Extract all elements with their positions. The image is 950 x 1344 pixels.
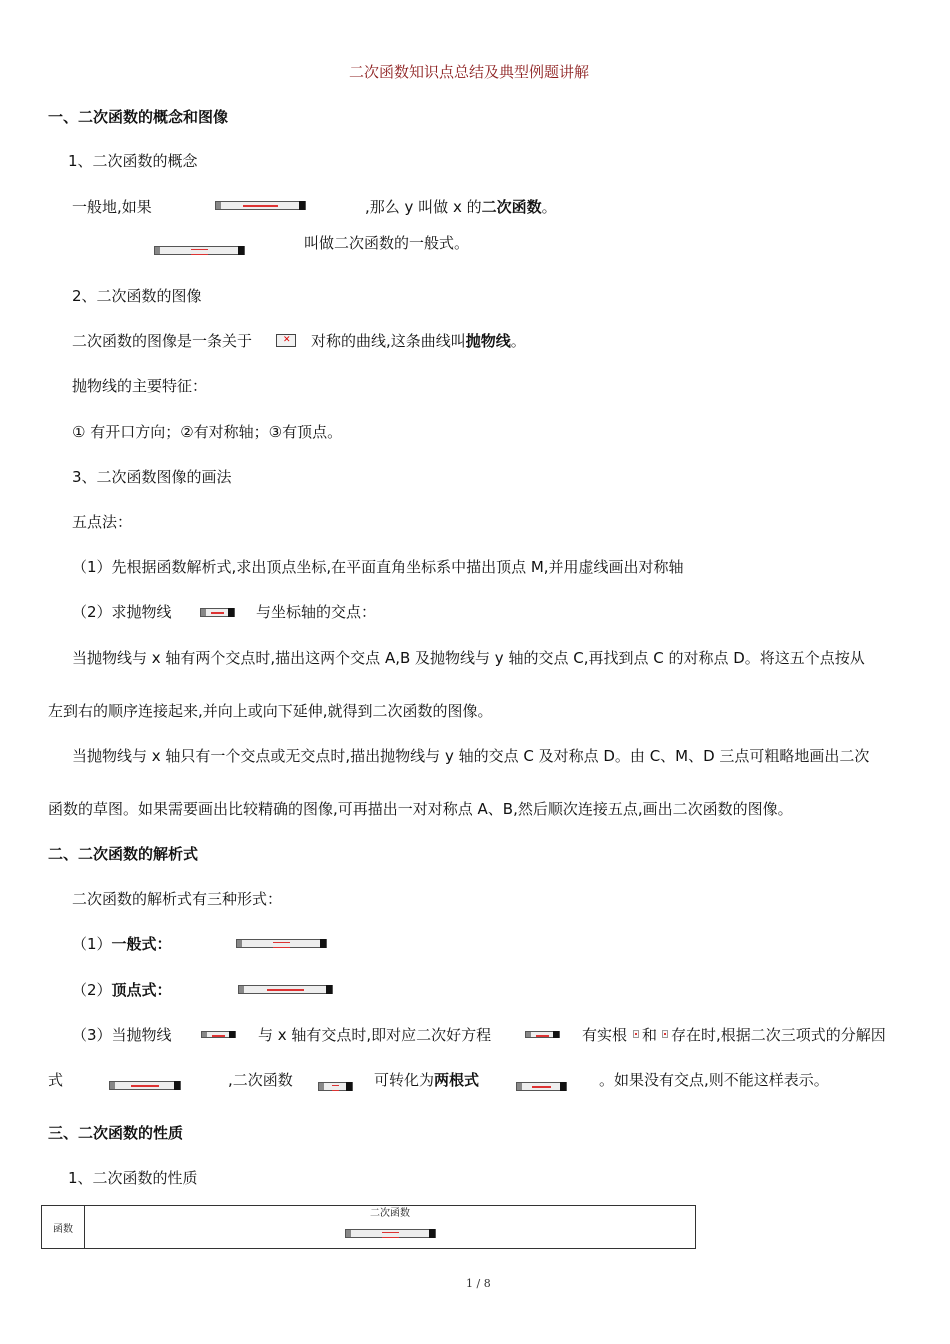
formula-image-function [318,1082,353,1091]
five-point-method: 五点法： [72,513,133,531]
table-cell-label: 二次函数 [370,1208,410,1219]
form-roots-line2-term: 两根式 [434,1071,480,1089]
subheading-concept: 1、二次函数的概念 [68,152,198,170]
step-1: （1）先根据函数解析式,求出顶点坐标,在平面直角坐标系中描出顶点 M,并用虚线画出对称轴 [72,558,684,576]
form-general [72,934,172,954]
formula-image-parabola-2 [201,1031,236,1038]
formula-image-general-form [154,246,245,255]
formula-image-root-2 [662,1030,668,1038]
formula-image-roots-form [516,1082,567,1091]
form-roots-line2 [374,1070,479,1090]
form-roots-and: 和 [642,1026,658,1044]
table-cell-function [85,1206,696,1249]
form-vertex-label: 顶点式： [111,981,172,999]
form-vertex [72,980,172,1000]
form-general-label: 一般式： [111,935,172,953]
properties-table [41,1205,696,1249]
graph-text [311,331,526,351]
graph-term: 抛物线 [465,332,511,350]
broken-image-icon: ✕ [276,334,296,347]
table-row [42,1206,696,1249]
formula-image-definition [215,201,306,210]
form-vertex-num: （2） [72,981,112,999]
form-roots-c: 有实根 [582,1026,628,1044]
graph-end: 。 [510,332,526,350]
step-2-suffix: 与坐标轴的交点： [256,603,377,621]
general-form-text: 叫做二次函数的一般式。 [304,234,470,252]
form-roots-d: 存在时,根据二次三项式的分解因 [671,1026,886,1044]
graph-prefix: 二次函数的图像是一条关于 [72,332,253,350]
paragraph-2-line-2: 函数的草图。如果需要画出比较精确的图像,可再描出一对对称点 A、B,然后顺次连接五点,画出二次函数的图像。 [48,800,793,818]
form-general-num: （1） [72,935,112,953]
paragraph-1-line-1: 当抛物线与 x 轴有两个交点时,描出这两个交点 A,B 及抛物线与 y 轴的交点 C,再找到点 C 的对称点 D。将这五个点按从 [72,649,865,667]
graph-mid: 对称的曲线,这条曲线叫 [311,332,466,350]
step-2-prefix: （2）求抛物线 [72,603,172,621]
definition-term: 二次函数 [481,198,542,216]
formula-image-table [345,1229,436,1238]
form-roots-line2-c: 可转化为 [374,1071,435,1089]
subheading-graph: 2、二次函数的图像 [72,287,202,305]
section-heading-2: 二、二次函数的解析式 [48,845,199,863]
formula-image-equation [525,1031,560,1038]
paragraph-2-line-1: 当抛物线与 x 轴只有一个交点或无交点时,描出抛物线与 y 轴的交点 C 及对称点 D。由 C、M、D 三点可粗略地画出二次 [72,747,870,765]
form-roots-line2-a: 式 [48,1071,64,1089]
section-heading-1: 一、二次函数的概念和图像 [48,108,229,126]
paragraph-1-line-2: 左到右的顺序连接起来,并向上或向下延伸,就得到二次函数的图像。 [48,702,493,720]
table-header-cell: 函数 [42,1206,85,1249]
formula-image-parabola [200,608,235,617]
page-number: 1 / 8 [466,1277,491,1290]
forms-intro: 二次函数的解析式有三种形式： [72,890,283,908]
formula-image-general [236,939,327,948]
subheading-drawing: 3、二次函数图像的画法 [72,468,232,486]
features-title: 抛物线的主要特征： [72,377,208,395]
definition-text [365,197,557,217]
form-roots-b: 与 x 轴有交点时,即对应二次好方程 [258,1026,492,1044]
form-roots-line2-d: 。如果没有交点,则不能这样表示。 [599,1071,829,1089]
form-roots-a: （3）当抛物线 [72,1026,172,1044]
subheading-properties: 1、二次函数的性质 [68,1169,198,1187]
definition-end: 。 [541,198,557,216]
definition-prefix: 一般地,如果 [72,198,152,216]
features-list: ① 有开口方向；②有对称轴；③有顶点。 [72,423,343,441]
formula-image-vertex [238,985,333,994]
definition-mid: ,那么 y 叫做 x 的 [365,198,482,216]
section-heading-3: 三、二次函数的性质 [48,1124,184,1142]
formula-image-factorization [109,1081,181,1090]
page-title: 二次函数知识点总结及典型例题讲解 [349,63,590,81]
form-roots-line2-b: ,二次函数 [228,1071,293,1089]
formula-image-root-1 [633,1030,639,1038]
